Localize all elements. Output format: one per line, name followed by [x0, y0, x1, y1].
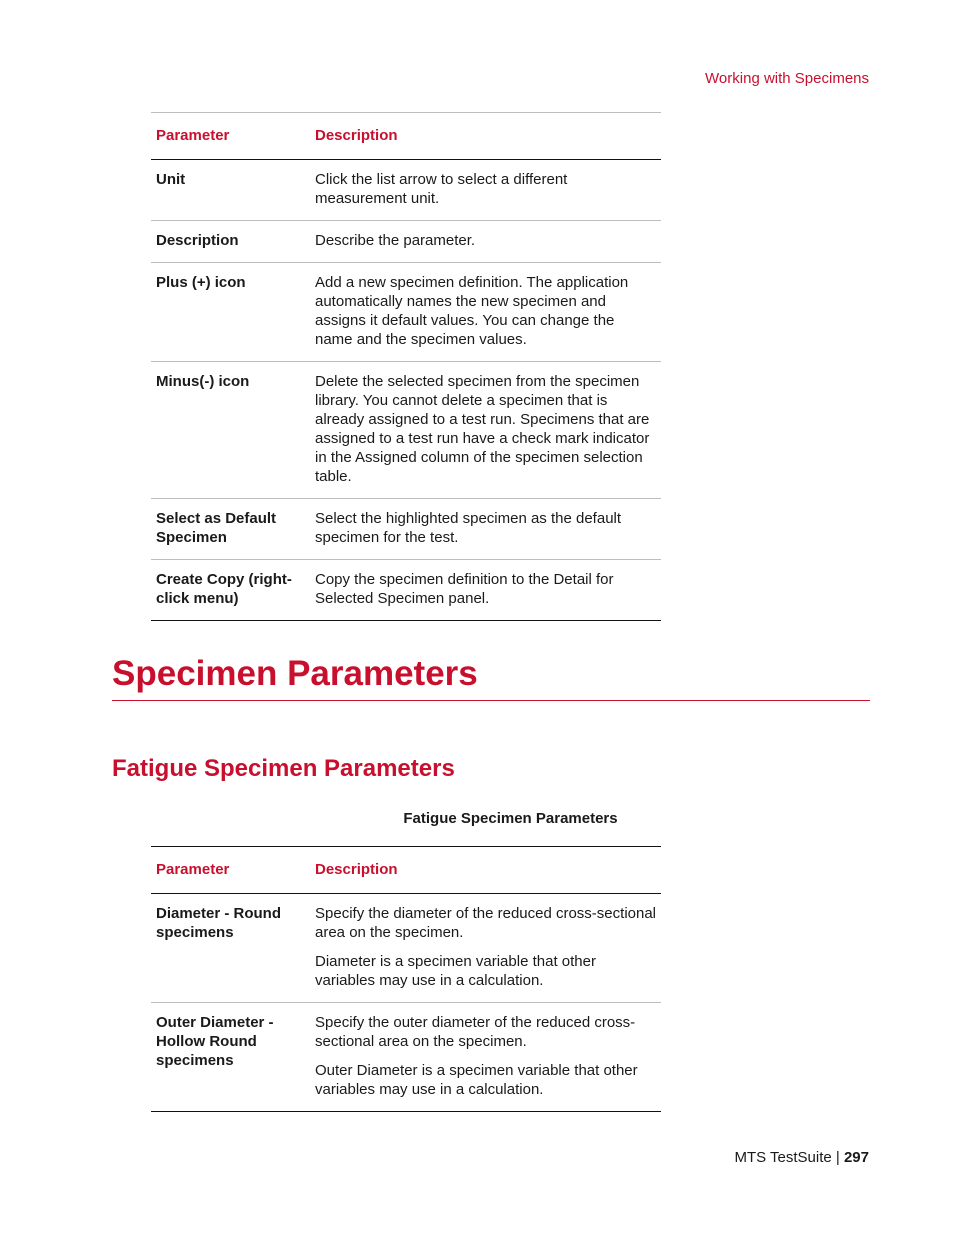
table-row [151, 499, 661, 560]
column-header-parameter: Parameter [156, 861, 230, 878]
description-paragraph: Delete the selected specimen from the specimen library. You cannot delete a specimen that is already assigned to a test run. Specimens that are assigned to a test run have a check mark indicator in the Assigned column of the specimen selection table. [315, 373, 650, 485]
table-body [151, 160, 661, 621]
parameter-name: Minus(-) icon [156, 373, 250, 390]
section-heading: Specimen Parameters [112, 652, 870, 701]
footer-separator: | [835, 1149, 840, 1166]
table-header-row [151, 113, 661, 160]
table-row [151, 263, 661, 362]
description-paragraph: Diameter is a specimen variable that other variables may use in a calculation. [315, 953, 596, 989]
parameter-description [310, 499, 661, 560]
parameter-name: Create Copy (right-click menu) [156, 571, 292, 607]
table-row [151, 560, 661, 621]
subsection-heading: Fatigue Specimen Parameters [112, 755, 455, 782]
description-paragraph: Click the list arrow to select a different measurement unit. [315, 171, 568, 207]
description-paragraph: Specify the diameter of the reduced cross-sectional area on the specimen. [315, 905, 657, 941]
parameter-description [310, 221, 661, 263]
description-paragraph: Outer Diameter is a specimen variable that other variables may use in a calculation. [315, 1062, 638, 1098]
fatigue-parameters-table [151, 846, 661, 1112]
page-number: 297 [843, 1149, 869, 1166]
description-paragraph: Specify the outer diameter of the reduced cross-sectional area on the specimen. [315, 1014, 636, 1050]
table-row [151, 362, 661, 499]
product-name: MTS TestSuite [734, 1149, 832, 1166]
parameter-description [310, 263, 661, 362]
parameter-name: Unit [156, 171, 186, 188]
description-paragraph: Describe the parameter. [315, 232, 476, 249]
description-paragraph: Select the highlighted specimen as the default specimen for the test. [315, 510, 622, 546]
parameter-description [310, 560, 661, 621]
page-footer [734, 1149, 869, 1166]
column-header-description: Description [315, 127, 398, 144]
parameter-name: Description [156, 232, 239, 249]
parameter-description [310, 1003, 661, 1112]
table-body [151, 894, 661, 1112]
parameter-name: Select as Default Specimen [156, 510, 277, 546]
table-header-row [151, 847, 661, 894]
table-row [151, 221, 661, 263]
table-row [151, 894, 661, 1003]
running-header: Working with Specimens [705, 70, 869, 87]
column-header-parameter: Parameter [156, 127, 230, 144]
parameter-name: Diameter - Round specimens [156, 905, 282, 941]
parameter-description [310, 362, 661, 499]
table-row [151, 160, 661, 221]
table-caption: Fatigue Specimen Parameters [403, 810, 618, 827]
parameter-name: Plus (+) icon [156, 274, 246, 291]
parameter-name: Outer Diameter - Hollow Round specimens [156, 1014, 274, 1069]
parameter-description [310, 160, 661, 221]
parameter-description [310, 894, 661, 1003]
description-paragraph: Copy the specimen definition to the Detail for Selected Specimen panel. [315, 571, 614, 607]
column-header-description: Description [315, 861, 398, 878]
parameters-table [151, 112, 661, 621]
description-paragraph: Add a new specimen definition. The application automatically names the new specimen and assigns it default values. You can change the name and the specimen values. [315, 274, 629, 348]
table-row [151, 1003, 661, 1112]
